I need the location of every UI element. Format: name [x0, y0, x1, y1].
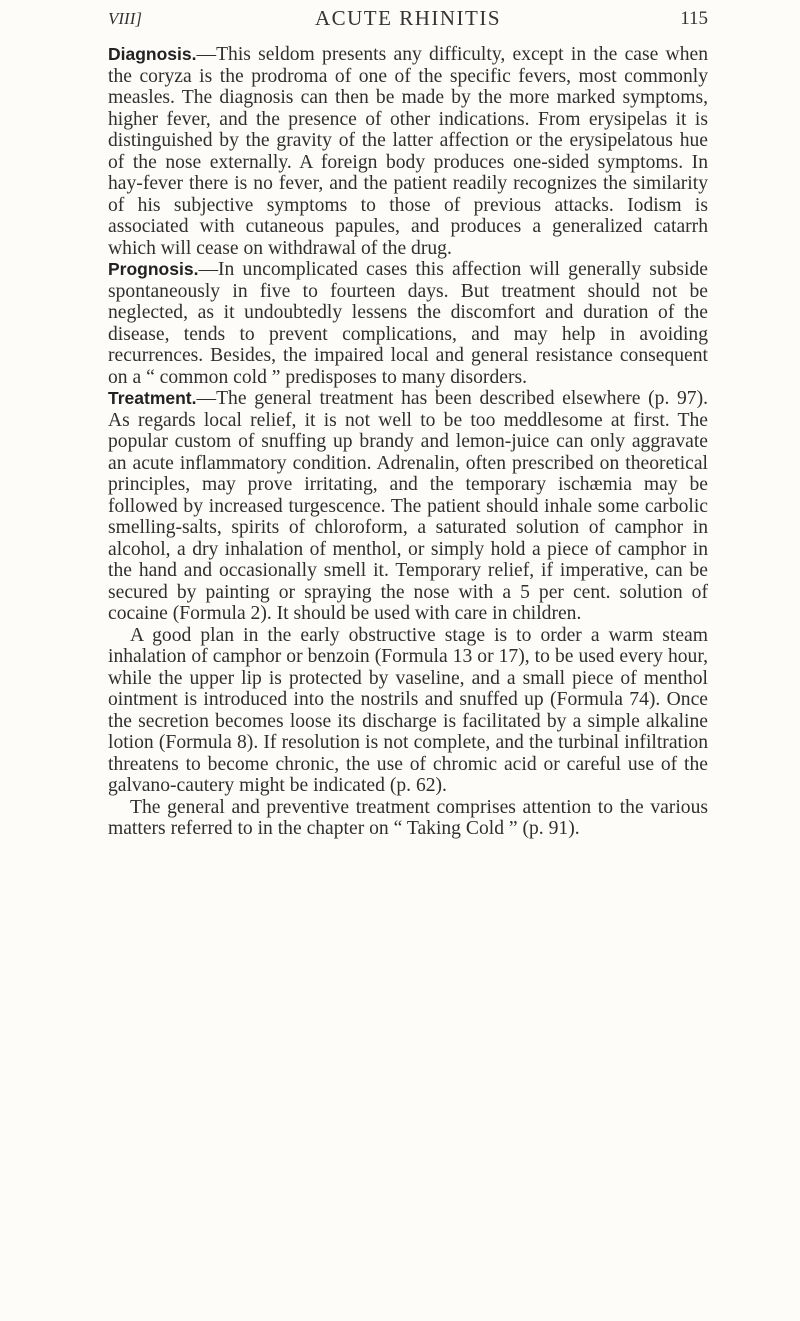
section-treatment — [108, 388, 708, 625]
page-number: 115 — [680, 8, 708, 29]
paragraph-early-stage: A good plan in the early obstructive stage is to order a warm steam inhalation of camphor or benzoin (Formula 13 or 17), to be used every hour, while the upper lip is protected by vaseline, and a small piece of menthol ointment is introduced into the nostrils and snuffed up (Formula 74). Once the secretion becomes loose its discharge is facilitated by a simple alkaline lotion (Formula 8). If resolution is not complete, and the turbinal infiltration threatens to become chronic, the use of chromic acid or careful use of the galvano-cautery might be indicated (p. 62). — [108, 624, 708, 796]
section-text-diagnosis: —This seldom presents any difficulty, except in the case when the coryza is the prodroma of one of the specific fevers, most commonly measles. The diagnosis can then be made by the more marked symptoms, higher fever, and the presence of other indications. From erysipelas it is distinguished by the gravity of the latter affection or the erysipelatous hue of the nose externally. A foreign body produces one-sided symptoms. In hay-fever there is no fever, and the patient readily recognizes the similarity of his subjective symptoms to those of previous attacks. Iodism is associated with cutaneous papules, and produces a generalized catarrh which will cease on withdrawal of the drug. — [108, 44, 708, 259]
section-heading-diagnosis: Diagnosis. — [108, 44, 197, 64]
section-diagnosis — [108, 44, 708, 259]
section-text-prognosis: —In uncomplicated cases this affection will generally subside spontaneously in five to fourteen days. But treatment should not be neglected, as it undoubtedly lessens the discomfort and duration of the disease, tends to prevent complications, and may help in avoiding recurrences. Besides, the impaired local and general resistance consequent on a “ common cold ” predisposes to many disorders. — [108, 259, 708, 388]
page-body — [108, 44, 708, 840]
chapter-number: VIII] — [108, 9, 142, 28]
section-prognosis — [108, 259, 708, 388]
paragraph-preventive: The general and preventive treatment comprises attention to the various matters referred to in the chapter on “ Taking Cold ” (p. 91). — [108, 796, 708, 839]
section-heading-treatment: Treatment. — [108, 388, 197, 408]
running-head — [108, 6, 708, 36]
section-text-treatment: —The general treatment has been described elsewhere (p. 97). As regards local relief, it is not well to be too meddlesome at first. The popular custom of snuffing up brandy and lemon-juice can only aggravate an acute inflammatory condition. Adrenalin, often prescribed on theoretical principles, may prove irritating, and the temporary ischæmia may be followed by increased turgescence. The patient should inhale some carbolic smelling-salts, spirits of chloroform, a saturated solution of camphor in alcohol, a dry inhalation of menthol, or simply hold a piece of camphor in the hand and occasionally smell it. Temporary relief, if imperative, can be secured by painting or spraying the nose with a 5 per cent. solution of cocaine (Formula 2). It should be used with care in children. — [108, 388, 708, 624]
running-title: ACUTE RHINITIS — [314, 6, 502, 30]
section-heading-prognosis: Prognosis. — [108, 259, 199, 279]
